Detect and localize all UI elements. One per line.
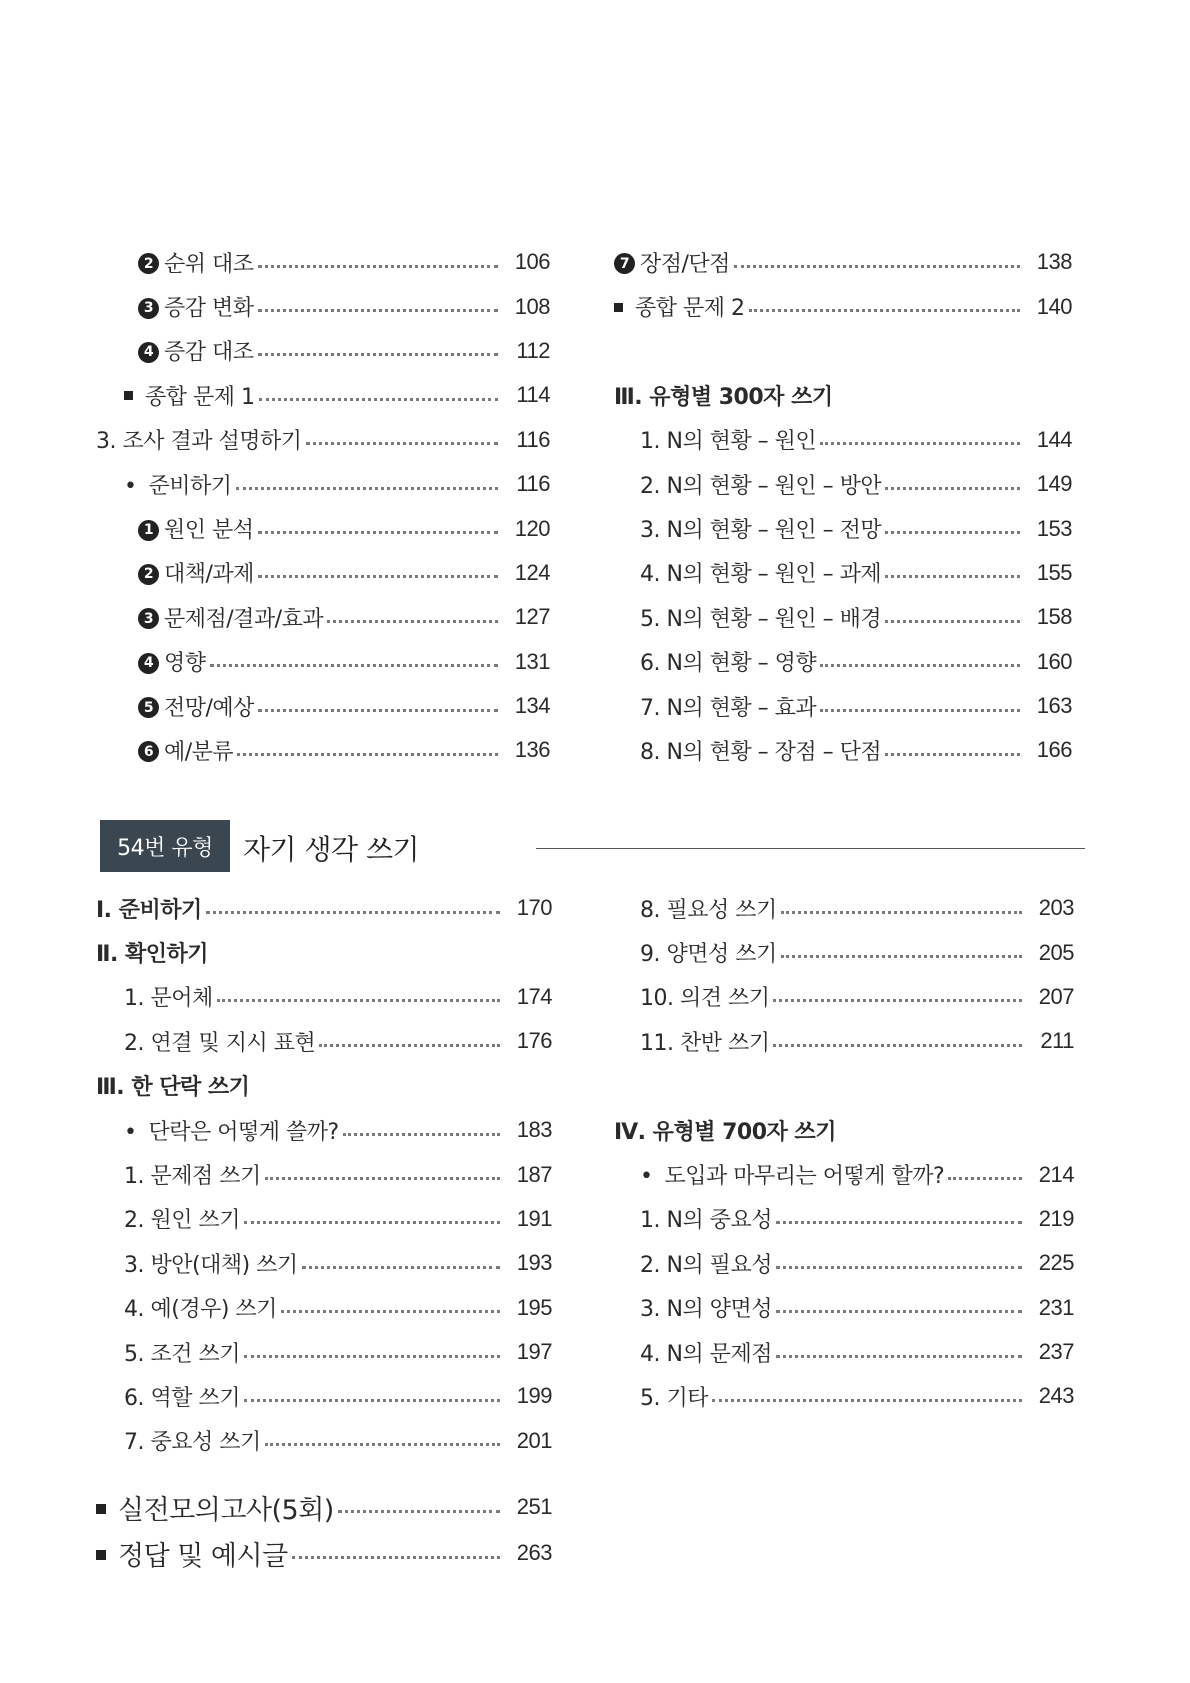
leader-dots <box>343 1133 500 1136</box>
toc-entry-label <box>96 424 302 455</box>
leader-dots <box>776 1310 1022 1313</box>
toc-entry-label <box>96 1534 288 1573</box>
toc-entry-text: 7. N의 현황 – 효과 <box>640 695 817 721</box>
toc-entry-text: 3. 조사 결과 설명하기 <box>96 429 302 455</box>
toc-page-number: 176 <box>516 1028 552 1054</box>
toc-entry-label <box>124 380 255 411</box>
toc-entry <box>96 506 550 550</box>
toc-entry <box>614 1064 1074 1108</box>
leader-dots <box>258 353 498 356</box>
toc-entry-label <box>96 1070 249 1101</box>
leader-dots <box>210 664 498 667</box>
toc-entry <box>614 1241 1074 1285</box>
leader-dots <box>259 398 499 401</box>
toc-entry-label <box>640 602 881 633</box>
leader-dots <box>885 575 1020 578</box>
leader-dots <box>244 1355 500 1358</box>
leader-dots <box>885 620 1020 623</box>
toc-entry-label <box>138 691 254 722</box>
leader-dots <box>258 309 498 312</box>
toc-page-number: 201 <box>516 1427 552 1453</box>
toc-page-number: 214 <box>1038 1161 1074 1187</box>
leader-dots <box>265 1443 500 1446</box>
toc-page-number: 195 <box>516 1294 552 1320</box>
toc-entry <box>96 930 552 974</box>
leader-dots <box>236 487 499 490</box>
toc-page-number: 197 <box>516 1339 552 1365</box>
leader-dots <box>327 620 498 623</box>
toc-entry-label <box>124 1115 339 1146</box>
toc-page-number: 149 <box>1036 471 1072 497</box>
toc-entry <box>96 1019 552 1063</box>
leader-dots <box>244 1221 500 1224</box>
toc-entry <box>96 684 550 728</box>
toc-entry <box>614 1019 1074 1063</box>
leader-dots <box>776 1266 1022 1269</box>
leader-dots <box>206 911 500 914</box>
toc-entry-text: 도입과 마무리는 어떻게 할까? <box>664 1164 945 1190</box>
toc-entry-text: 전망/예상 <box>164 695 254 721</box>
toc-entry-label <box>124 1203 240 1234</box>
toc-entry-label <box>640 1337 772 1368</box>
section-header <box>100 820 1085 874</box>
leader-dots <box>265 1177 500 1180</box>
toc-page-number: 193 <box>516 1250 552 1276</box>
toc-page-number: 263 <box>516 1540 552 1565</box>
toc-entry <box>614 684 1072 728</box>
circled-number-icon: 2 <box>138 253 159 274</box>
leader-dots <box>781 955 1022 958</box>
toc-entry <box>96 1374 552 1418</box>
toc-page-number: 134 <box>514 693 550 719</box>
toc-entry-text: 정답 및 예시글 <box>118 1540 288 1572</box>
dot-bullet-icon: • <box>124 473 137 499</box>
toc-entry-text: 1. N의 중요성 <box>640 1208 772 1234</box>
toc-entry-text: Ⅲ. 유형별 300자 쓰기 <box>614 384 833 410</box>
toc-entry-label <box>640 893 777 924</box>
toc-entry-text: 2. 원인 쓰기 <box>124 1208 240 1234</box>
toc-entry-text: 예/분류 <box>164 739 234 765</box>
toc-entry <box>614 595 1072 639</box>
toc-page-number: 131 <box>514 648 550 674</box>
toc-page-number: 127 <box>514 604 550 630</box>
toc-page-number: 203 <box>1038 895 1074 921</box>
leader-dots <box>820 442 1020 445</box>
leader-dots <box>258 575 498 578</box>
toc-entry-text: 11. 찬반 쓰기 <box>640 1030 770 1056</box>
toc-entry-label <box>138 335 254 366</box>
toc-entry <box>96 728 550 772</box>
toc-entry-text: 10. 의견 쓰기 <box>640 986 770 1012</box>
toc-entry-label <box>96 1488 334 1527</box>
toc-entry-text: 4. N의 문제점 <box>640 1341 772 1367</box>
leader-dots <box>776 1221 1022 1224</box>
leader-dots <box>244 1399 500 1402</box>
toc-page-number: 116 <box>516 471 550 497</box>
toc-entry-text: 6. 역할 쓰기 <box>124 1385 240 1411</box>
toc-page-number: 251 <box>516 1494 552 1519</box>
circled-number-icon: 6 <box>138 741 159 762</box>
toc-entry <box>614 329 1072 373</box>
toc-page-number: 160 <box>1036 648 1072 674</box>
toc-page-number: 170 <box>516 895 552 921</box>
toc-entry-label <box>138 247 254 278</box>
toc-entry <box>614 728 1072 772</box>
toc-entry <box>614 506 1072 550</box>
toc-entry-label <box>614 247 730 278</box>
toc-entry-label <box>640 1159 944 1190</box>
toc-entry <box>96 640 550 684</box>
toc-entry-text: 1. 문어체 <box>124 986 213 1012</box>
toc-entry <box>96 418 550 462</box>
dot-bullet-icon: • <box>124 1119 137 1145</box>
toc-page-number: 183 <box>516 1117 552 1143</box>
toc-page-number: 158 <box>1036 604 1072 630</box>
toc-page-number: 166 <box>1036 737 1072 763</box>
toc-entry-label <box>614 1115 836 1146</box>
leader-dots <box>258 531 498 534</box>
toc-entry-text: 8. 필요성 쓰기 <box>640 897 777 923</box>
toc-entry <box>614 1286 1074 1330</box>
toc-entry <box>614 930 1074 974</box>
toc-page-number: 237 <box>1038 1339 1074 1365</box>
circled-number-icon: 3 <box>138 298 159 319</box>
toc-entry-label <box>640 1203 772 1234</box>
toc-entry-label <box>138 291 254 322</box>
leader-dots <box>773 999 1022 1002</box>
toc-entry <box>96 1530 552 1576</box>
toc-page-number: 124 <box>514 559 550 585</box>
square-bullet-icon <box>614 303 623 312</box>
leader-dots <box>749 309 1021 312</box>
circled-number-icon: 4 <box>138 342 159 363</box>
toc-entry <box>96 329 550 373</box>
toc-entry-label <box>124 469 232 500</box>
leader-dots <box>776 1355 1022 1358</box>
toc-entry <box>614 551 1072 595</box>
toc-entry-label <box>614 291 745 322</box>
leader-dots <box>281 1310 500 1313</box>
toc-page-number: 199 <box>516 1383 552 1409</box>
toc-entry-label <box>640 424 816 455</box>
toc-entry-text: 실전모의고사(5회) <box>118 1494 334 1526</box>
leader-dots <box>885 531 1020 534</box>
leader-dots <box>319 1044 500 1047</box>
toc-entry <box>614 284 1072 328</box>
toc-entry-text: 증감 대조 <box>164 340 254 366</box>
toc-entry <box>96 1108 552 1152</box>
toc-entry-text: 4. 예(경우) 쓰기 <box>124 1297 277 1323</box>
toc-page-number: 116 <box>516 426 550 452</box>
toc-entry <box>96 1484 552 1530</box>
toc-entry <box>96 1064 552 1108</box>
toc-entry-text: 7. 중요성 쓰기 <box>124 1430 261 1456</box>
toc-entry-text: 6. N의 현황 – 영향 <box>640 651 817 677</box>
toc-entry-text: 종합 문제 1 <box>145 384 255 410</box>
toc-entry <box>614 240 1072 284</box>
toc-entry-label <box>138 735 233 766</box>
toc-entry-text: 3. N의 현황 – 원인 – 전망 <box>640 518 882 544</box>
toc-page-number: 153 <box>1036 515 1072 541</box>
toc-top-left <box>96 240 550 773</box>
square-bullet-icon <box>96 1504 106 1514</box>
toc-entry-label <box>640 469 881 500</box>
toc-entry <box>96 373 550 417</box>
toc-entry-label <box>640 557 881 588</box>
section-badge: 54번 유형 <box>100 820 230 872</box>
toc-entry <box>96 1152 552 1196</box>
toc-entry-label <box>640 1026 769 1057</box>
toc-entry-label <box>96 937 208 968</box>
toc-entry <box>614 1152 1074 1196</box>
toc-entry-label <box>138 513 254 544</box>
toc-entry-text: 단락은 어떻게 쓸까? <box>148 1119 339 1145</box>
toc-entry-label <box>640 735 881 766</box>
circled-number-icon: 5 <box>138 697 159 718</box>
section-title: 자기 생각 쓰기 <box>243 833 420 866</box>
toc-entry-label <box>138 646 206 677</box>
toc-entry-label <box>640 1248 772 1279</box>
circled-number-icon: 3 <box>138 608 159 629</box>
toc-bottom-left <box>96 886 552 1463</box>
toc-entry-text: 1. N의 현황 – 원인 <box>640 429 817 455</box>
toc-entry-text: 2. N의 필요성 <box>640 1252 772 1278</box>
toc-entry-text: 종합 문제 2 <box>635 296 745 322</box>
toc-entry-text: 영향 <box>164 651 206 677</box>
toc-entry-text: 2. 연결 및 지시 표현 <box>124 1030 316 1056</box>
toc-page-number: 174 <box>516 983 552 1009</box>
toc-entry <box>614 418 1072 462</box>
leader-dots <box>217 999 500 1002</box>
toc-entry <box>614 975 1074 1019</box>
leader-dots <box>712 1399 1022 1402</box>
toc-bottom-right <box>614 886 1074 1419</box>
toc-entry-text: 대책/과제 <box>164 562 254 588</box>
circled-number-icon: 2 <box>138 564 159 585</box>
toc-entry <box>96 284 550 328</box>
toc-entry-label <box>124 1292 277 1323</box>
leader-dots <box>338 1510 500 1513</box>
toc-entry-text: 2. N의 현황 – 원인 – 방안 <box>640 473 882 499</box>
toc-entry-text: 8. N의 현황 – 장점 – 단점 <box>640 739 882 765</box>
leader-dots <box>820 664 1020 667</box>
toc-entry-label <box>640 1381 708 1412</box>
toc-entry-text: Ⅰ. 준비하기 <box>96 897 202 923</box>
toc-page-number: 225 <box>1038 1250 1074 1276</box>
toc-page-number: 108 <box>514 293 550 319</box>
toc-entry-text: 9. 양면성 쓰기 <box>640 942 777 968</box>
toc-entry-label <box>138 557 254 588</box>
toc-entry <box>614 1197 1074 1241</box>
toc-entry <box>96 462 550 506</box>
toc-entry-label <box>124 1425 261 1456</box>
toc-entry-label <box>96 893 202 924</box>
toc-page-number: 155 <box>1036 559 1072 585</box>
toc-entry <box>614 1330 1074 1374</box>
toc-page-number: 138 <box>1036 249 1072 275</box>
toc-page-number: 205 <box>1038 939 1074 965</box>
toc-entry <box>614 462 1072 506</box>
toc-entry-text: 3. N의 양면성 <box>640 1297 772 1323</box>
dot-bullet-icon: • <box>640 1164 653 1190</box>
toc-entry-label <box>124 1026 315 1057</box>
circled-number-icon: 1 <box>138 520 159 541</box>
toc-entry-text: 5. N의 현황 – 원인 – 배경 <box>640 606 882 632</box>
toc-page-number: 207 <box>1038 983 1074 1009</box>
toc-entry-text: 문제점/결과/효과 <box>164 606 324 632</box>
toc-page-number: 114 <box>516 382 550 408</box>
circled-number-icon: 7 <box>614 253 635 274</box>
toc-entry-text: 5. 조건 쓰기 <box>124 1341 240 1367</box>
toc-page-number: 106 <box>514 249 550 275</box>
leader-dots <box>885 487 1020 490</box>
leader-dots <box>306 442 499 445</box>
leader-dots <box>258 265 498 268</box>
leader-dots <box>948 1177 1022 1180</box>
leader-dots <box>734 265 1020 268</box>
toc-entry-text: 순위 대조 <box>164 251 254 277</box>
toc-page-number: 112 <box>516 337 550 363</box>
toc-entry-label <box>640 646 816 677</box>
toc-page-number: 191 <box>516 1205 552 1231</box>
toc-entry-label <box>640 691 816 722</box>
toc-entry <box>96 975 552 1019</box>
toc-entry <box>614 886 1074 930</box>
toc-entry-text: 5. 기타 <box>640 1385 708 1411</box>
toc-entry-label <box>640 513 881 544</box>
toc-page-number: 219 <box>1038 1205 1074 1231</box>
toc-entry <box>614 1108 1074 1152</box>
toc-entry <box>96 1330 552 1374</box>
toc-entry-text: 증감 변화 <box>164 296 254 322</box>
toc-entry <box>614 373 1072 417</box>
toc-entry <box>96 1197 552 1241</box>
toc-entry-text: 1. 문제점 쓰기 <box>124 1164 261 1190</box>
toc-page-number: 243 <box>1038 1383 1074 1409</box>
toc-entry-label <box>124 1381 240 1412</box>
toc-entry-label <box>640 1292 772 1323</box>
leader-dots <box>773 1044 1022 1047</box>
toc-entry <box>96 1241 552 1285</box>
leader-dots <box>302 1266 500 1269</box>
toc-page-number: 120 <box>514 515 550 541</box>
toc-top-right <box>614 240 1072 773</box>
toc-page-number: 136 <box>514 737 550 763</box>
toc-final <box>96 1484 552 1576</box>
toc-entry-label <box>614 380 833 411</box>
toc-page-number: 163 <box>1036 693 1072 719</box>
toc-entry-label <box>640 981 769 1012</box>
toc-page-number: 231 <box>1038 1294 1074 1320</box>
leader-dots <box>258 709 498 712</box>
toc-entry-text: 원인 분석 <box>164 518 254 544</box>
leader-dots <box>885 753 1020 756</box>
toc-entry-text: 3. 방안(대책) 쓰기 <box>124 1252 298 1278</box>
toc-entry <box>96 551 550 595</box>
toc-entry-label <box>124 1159 261 1190</box>
leader-dots <box>781 911 1022 914</box>
toc-entry <box>614 640 1072 684</box>
circled-number-icon: 4 <box>138 653 159 674</box>
toc-entry-label <box>124 1337 240 1368</box>
toc-entry <box>96 886 552 930</box>
toc-page-number: 140 <box>1036 293 1072 319</box>
section-divider <box>536 848 1085 849</box>
toc-entry-label <box>124 1248 298 1279</box>
leader-dots <box>820 709 1020 712</box>
toc-page-number: 187 <box>516 1161 552 1187</box>
toc-entry-text: 장점/단점 <box>640 251 730 277</box>
toc-entry <box>96 1286 552 1330</box>
toc-entry-label <box>640 937 777 968</box>
toc-entry <box>96 595 550 639</box>
toc-entry <box>96 240 550 284</box>
toc-entry-text: 준비하기 <box>148 473 232 499</box>
toc-page-number: 144 <box>1036 426 1072 452</box>
square-bullet-icon <box>96 1550 106 1560</box>
toc-entry-text: Ⅱ. 확인하기 <box>96 942 209 968</box>
toc-entry-label <box>124 981 213 1012</box>
leader-dots <box>292 1556 500 1559</box>
leader-dots <box>237 753 498 756</box>
toc-entry-label <box>138 602 323 633</box>
toc-entry <box>96 1419 552 1463</box>
toc-entry <box>614 1374 1074 1418</box>
toc-entry-text: Ⅳ. 유형별 700자 쓰기 <box>614 1119 836 1145</box>
toc-page-number: 211 <box>1040 1028 1074 1054</box>
toc-entry-text: Ⅲ. 한 단락 쓰기 <box>96 1075 250 1101</box>
toc-entry-text: 4. N의 현황 – 원인 – 과제 <box>640 562 882 588</box>
square-bullet-icon <box>124 391 133 400</box>
